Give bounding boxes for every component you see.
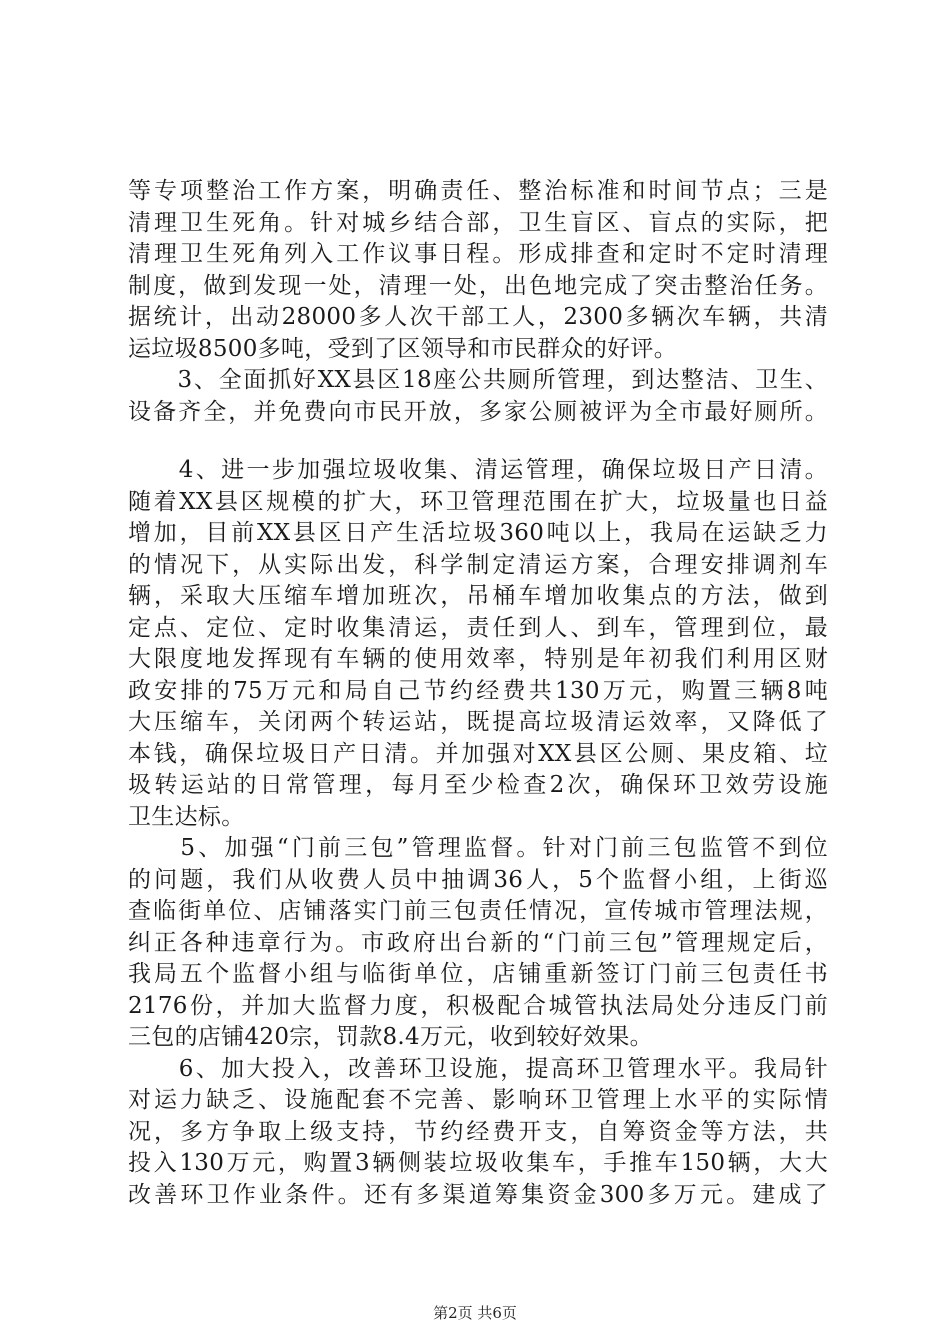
text-line: 辆，采取大压缩车增加班次，吊桶车增加收集点的方法，做到 — [128, 583, 828, 609]
text-line: 的问题，我们从收费人员中抽调36人，5个监督小组，上街巡 — [128, 866, 828, 893]
text-line: 2176份，并加大监督力度，积极配合城管执法局处分违反门前 — [128, 992, 828, 1019]
text-line: 政安排的75万元和局自己节约经费共130万元，购置三辆8吨 — [128, 677, 828, 704]
text-line: 对运力缺乏、设施配套不完善、影响环卫管理上水平的实际情 — [128, 1087, 828, 1113]
text-line: 运垃圾8500多吨，受到了区领导和市民群众的好评。 — [128, 335, 678, 362]
text-line: 况，多方争取上级支持，节约经费开支，自筹资金等方法，共 — [128, 1118, 828, 1145]
page-footer — [0, 1302, 950, 1323]
text-line: 本钱，确保垃圾日产日清。并加强对XX县区公厕、果皮箱、垃 — [128, 740, 828, 767]
body-text-section-1 — [128, 176, 828, 428]
text-line: 投入130万元，购置3辆侧装垃圾收集车，手推车150辆，大大 — [128, 1150, 828, 1176]
text-line: 查临街单位、店铺落实门前三包责任情况，宣传城市管理法规， — [128, 898, 828, 924]
text-line: 我局五个监督小组与临街单位，店铺重新签订门前三包责任书 — [128, 961, 828, 987]
text-line: 等专项整治工作方案，明确责任、整治标准和时间节点；三是 — [128, 178, 828, 204]
text-line: 清理卫生死角。针对城乡结合部，卫生盲区、盲点的实际，把 — [128, 209, 828, 236]
page-number: 第2页 共6页 — [433, 1304, 517, 1322]
text-line: 改善环卫作业条件。还有多渠道筹集资金300多万元。建成了 — [128, 1181, 828, 1208]
text-line: 卫生达标。 — [128, 803, 245, 830]
text-line: 设备齐全，并免费向市民开放，多家公厕被评为全市最好厕所。 — [128, 398, 828, 425]
text-line: 大压缩车，关闭两个转运站，既提高垃圾清运效率，又降低了 — [128, 709, 828, 735]
body-text-section-2 — [128, 455, 828, 1211]
text-line: 4、进一步加强垃圾收集、清运管理，确保垃圾日产日清。 — [128, 457, 828, 483]
text-line: 3、全面抓好XX县区18座公共厕所管理，到达整洁、卫生、 — [128, 367, 828, 393]
text-line: 圾转运站的日常管理，每月至少检查2次，确保环卫效劳设施 — [128, 772, 828, 798]
text-line: 的情况下，从实际出发，科学制定清运方案，合理安排调剂车 — [128, 551, 828, 578]
text-line: 随着XX县区规模的扩大，环卫管理范围在扩大，垃圾量也日益 — [128, 488, 828, 515]
text-line: 定点、定位、定时收集清运，责任到人、到车，管理到位，最 — [128, 614, 828, 641]
text-line: 制度，做到发现一处，清理一处，出色地完成了突击整治任务。 — [128, 272, 828, 299]
text-line: 6、加大投入，改善环卫设施，提高环卫管理水平。我局针 — [128, 1055, 828, 1082]
text-line: 纠正各种违章行为。市政府出台新的“门前三包”管理规定后， — [128, 929, 828, 956]
text-line: 增加，目前XX县区日产生活垃圾360吨以上，我局在运缺乏力 — [128, 520, 828, 546]
text-line: 清理卫生死角列入工作议事日程。形成排查和定时不定时清理 — [128, 241, 828, 267]
text-line: 三包的店铺420宗，罚款8.4万元，收到较好效果。 — [128, 1024, 653, 1050]
text-line: 据统计，出动28000多人次干部工人，2300多辆次车辆，共清 — [128, 304, 828, 330]
text-line: 5、加强“门前三包”管理监督。针对门前三包监管不到位 — [128, 835, 828, 861]
text-line: 大限度地发挥现有车辆的使用效率，特别是年初我们利用区财 — [128, 646, 828, 672]
